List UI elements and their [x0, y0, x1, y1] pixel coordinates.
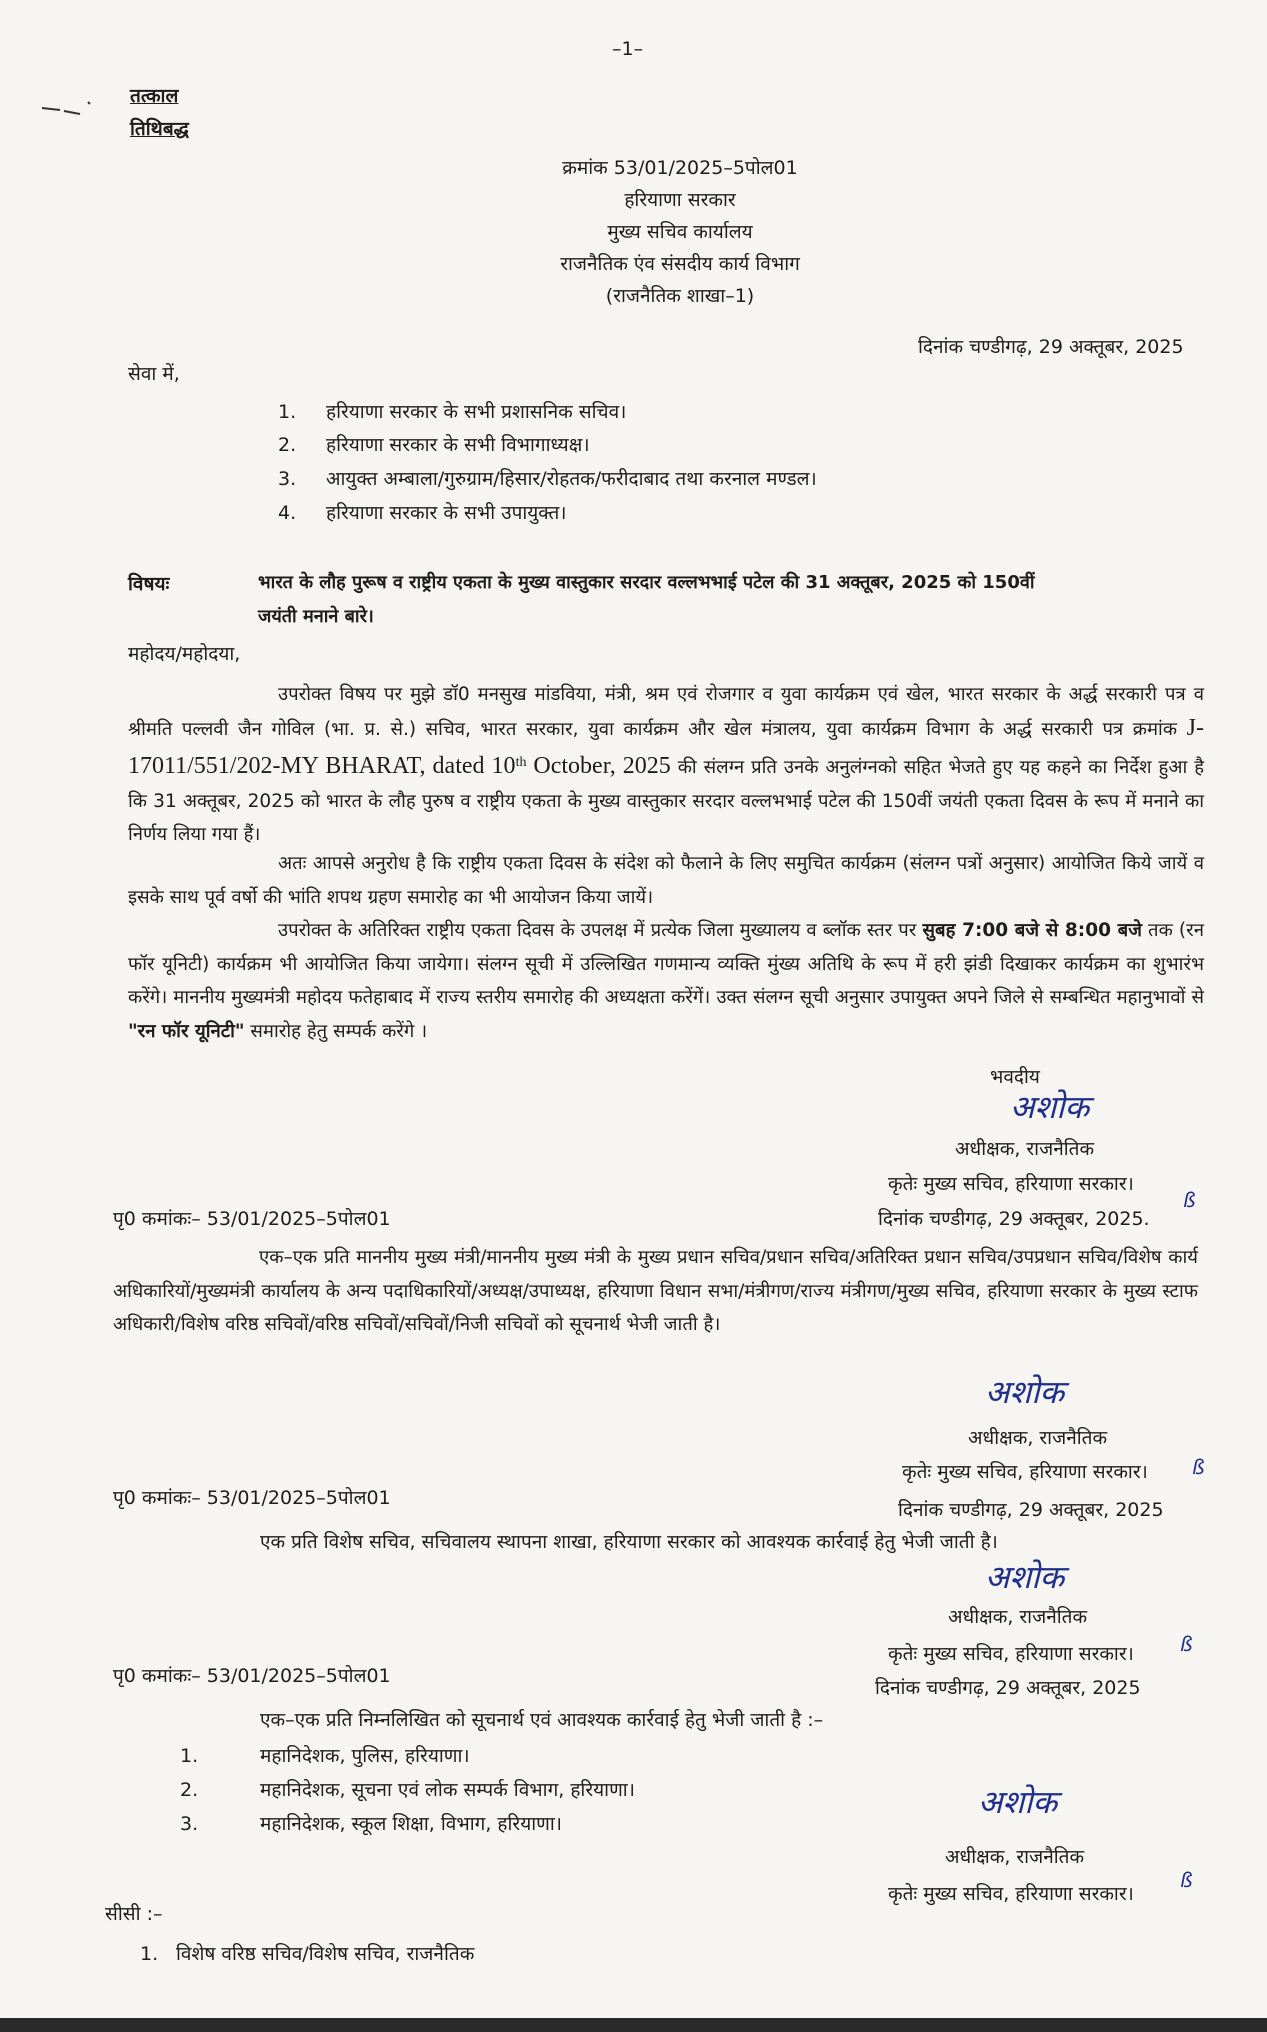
letter-date: दिनांक चण्डीगढ़, 29 अक्तूबर, 2025 [918, 336, 1184, 358]
body-paragraph-2: अतः आपसे अनुरोध है कि राष्ट्रीय एकता दिवस के संदेश को फैलाने के लिए समुचित कार्यक्रम (संलग्न पत्रों अनुसार) आयोजित किये जायें व इसके साथ पूर्व वर्षो की भांति शपथ ग्रहण समारोह का भी आयोजन किया जायें। [128, 853, 1204, 908]
endorsement-memo: पृ0 कमांकः– 53/01/2025–5पोल01 [113, 1487, 391, 1509]
cc-list-item: 1. विशेष वरिष्ठ सचिव/विशेष सचिव, राजनैतिक [140, 1943, 475, 1965]
signatory-for: कृतेः मुख्य सचिव, हरियाणा सरकार। [888, 1643, 1134, 1665]
timing-highlight: सुबह 7:00 बजे से 8:00 बजे [922, 920, 1142, 941]
subject-line-2: जयंती मनाने बारे। [258, 606, 374, 627]
signatory-designation: अधीक्षक, राजनैतिक [948, 1606, 1088, 1628]
letter-header [380, 152, 980, 312]
stray-ink-mark [40, 96, 95, 118]
scan-bottom-edge [0, 2018, 1267, 2032]
signatory-designation: अधीक्षक, राजनैतिक [955, 1138, 1095, 1160]
recipient-item: 2. हरियाणा सरकार के सभी विभागाध्यक्ष। [278, 434, 590, 456]
endorsement-memo: पृ0 कमांकः– 53/01/2025–5पोल01 [113, 1208, 391, 1230]
signatory-designation: अधीक्षक, राजनैतिक [945, 1846, 1085, 1868]
endorsement-date: दिनांक चण्डीगढ़, 29 अक्तूबर, 2025 [875, 1677, 1141, 1699]
endorsement-list-item: 2. महानिदेशक, सूचना एवं लोक सम्पर्क विभाग, हरियाणा। [180, 1779, 635, 1801]
endorsement-list-item: 1. महानिदेशक, पुलिस, हरियाणा। [180, 1745, 470, 1767]
subject-line-1: भारत के लौह पुरूष व राष्ट्रीय एकता के मुख्य वास्तुकार सरदार वल्लभभाई पटेल की 31 अक्तूबर, 2025 को 150वीं [258, 572, 1035, 593]
signatory-for: कृतेः मुख्य सचिव, हरियाणा सरकार। [888, 1883, 1134, 1905]
salutation-to: सेवा में, [128, 363, 180, 385]
endorsement-text: एक–एक प्रति माननीय मुख्य मंत्री/माननीय मुख्य मंत्री के मुख्य प्रधान सचिव/प्रधान सचिव/अतिरिक्त प्रधान सचिव/उपप्रधान सचिव/विशेष कार्य अधिकारियों/मुख्यमंत्री कार्यालय के अन्य पदाधिकारियों/अध्यक्ष/उपाध्यक्ष, हरियाणा विधान सभा/मंत्रीगण/राज्य मंत्रीगण/मुख्य सचिव, हरियाणा सरकार के मुख्य स्टाफ अधिकारी/विशेष वरिष्ठ सचिवों/वरिष्ठ सचिवों/सचिवों/निजी सचिवों को सूचनार्थ भेजी जाती है। [113, 1247, 1198, 1335]
initial-mark: ß [1180, 1632, 1193, 1656]
body-paragraph-1: उपरोक्त विषय पर मुझे डॉ0 मनसुख मांडविया, मंत्री, श्रम एवं रोजगार व युवा कार्यक्रम एवं खेल, भारत सरकार के अर्द्ध सरकारी पत्र व श्रीमति पल्लवी जैन गोविल (भा. प्र. से.) सचिव, भारत सरकार, युवा कार्यक्रम और खेल मंत्रालय, युवा कार्यक्रम विभाग के अर्द्ध सरकारी पत्र क्रमांक J-17011/551/202-MY BHARAT, dated 10th October, 2025 की संलग्न प्रति उनके अनुलंग्नको सहित भेजते हुए यह कहने का निर्देश हुआ है कि 31 अक्तूबर, 2025 को भारत के लौह पुरुष व राष्ट्रीय एकता के मुख्य वास्तुकार सरदार वल्लभभाई पटेल की 150वीं जयंती एकता दिवस के रूप में मनाने का निर्णय लिया गया हैं। [128, 684, 1205, 846]
office-name: मुख्य सचिव कार्यालय [607, 221, 753, 243]
recipient-item: 4. हरियाणा सरकार के सभी उपायुक्त। [278, 502, 567, 524]
signature: अशोक [985, 1558, 1065, 1596]
signature: अशोक [985, 1373, 1065, 1411]
subject-label: विषयः [128, 573, 170, 595]
endorsement-date: दिनांक चण्डीगढ़, 29 अक्तूबर, 2025 [898, 1499, 1164, 1521]
initial-mark: ß [1180, 1868, 1193, 1892]
yours-faithfully: भवदीय [990, 1066, 1040, 1088]
memo-number: क्रमांक 53/01/2025–5पोल01 [562, 157, 798, 179]
initial-mark: ß [1183, 1188, 1196, 1212]
recipient-item: 1. हरियाणा सरकार के सभी प्रशासनिक सचिव। [278, 401, 627, 423]
initial-mark: ß [1192, 1455, 1205, 1479]
branch-name: (राजनैतिक शाखा–1) [605, 285, 755, 307]
page-number: –1– [612, 38, 644, 60]
cc-label: सीसी :– [105, 1903, 163, 1925]
signatory-for: कृतेः मुख्य सचिव, हरियाणा सरकार। [902, 1461, 1148, 1483]
signatory-for: कृतेः मुख्य सचिव, हरियाणा सरकार। [888, 1173, 1134, 1195]
department-name: राजनैतिक एंव संसदीय कार्य विभाग [560, 253, 800, 275]
recipient-item: 3. आयुक्त अम्बाला/गुरुग्राम/हिसार/रोहतक/फरीदाबाद तथा करनाल मण्डल। [278, 468, 817, 490]
endorsement-text: एक–एक प्रति निम्नलिखित को सूचनार्थ एवं आवश्यक कार्रवाई हेतु भेजी जाती है :– [260, 1709, 824, 1731]
body-paragraph-3: उपरोक्त के अतिरिक्त राष्ट्रीय एकता दिवस के उपलक्ष में प्रत्येक जिला मुख्यालय व ब्लॉक स्तर पर सुबह 7:00 बजे से 8:00 बजे तक (रन फॉर यूनिटी) कार्यक्रम भी आयोजित किया जायेगा। संलग्न सूची में उल्लिखित गणमान्य व्यक्ति मुंख्य अतिथि के रूप में हरी झंडी दिखाकर कार्यक्रम का शुभारंभ करेंगे। माननीय मुख्यमंत्री महोदय फतेहाबाद में राज्य स्तरीय समारोह की अध्यक्षता करेंगें। उक्त संलग्न सूची अनुसार उपायुक्त अपने जिले से सम्बन्धित महानुभावों से "रन फॉर यूनिटी" समारोह हेतु सम्पर्क करेंगे । [128, 920, 1204, 1042]
endorsement-memo: पृ0 कमांकः– 53/01/2025–5पोल01 [113, 1665, 391, 1687]
government-name: हरियाणा सरकार [624, 189, 736, 211]
urgent-label: तत्काल [130, 85, 179, 107]
endorsement-text: एक प्रति विशेष सचिव, सचिवालय स्थापना शाखा, हरियाणा सरकार को आवश्यक कार्रवाई हेतु भेजी जाती है। [260, 1531, 998, 1553]
run-for-unity-highlight: "रन फॉर यूनिटी" [128, 1020, 245, 1042]
reference-number: J-17011/551/202-MY BHARAT, dated 10 [128, 714, 1204, 780]
greeting: महोदय/महोदया, [128, 643, 241, 665]
time-bound-label: तिथिबद्ध [130, 118, 189, 140]
signature: अशोक [978, 1783, 1058, 1821]
signatory-designation: अधीक्षक, राजनैतिक [968, 1427, 1108, 1449]
endorsement-list-item: 3. महानिदेशक, स्कूल शिक्षा, विभाग, हरियाणा। [180, 1813, 563, 1835]
signature: अशोक [1010, 1088, 1090, 1126]
endorsement-date: दिनांक चण्डीगढ़, 29 अक्तूबर, 2025. [878, 1208, 1150, 1230]
